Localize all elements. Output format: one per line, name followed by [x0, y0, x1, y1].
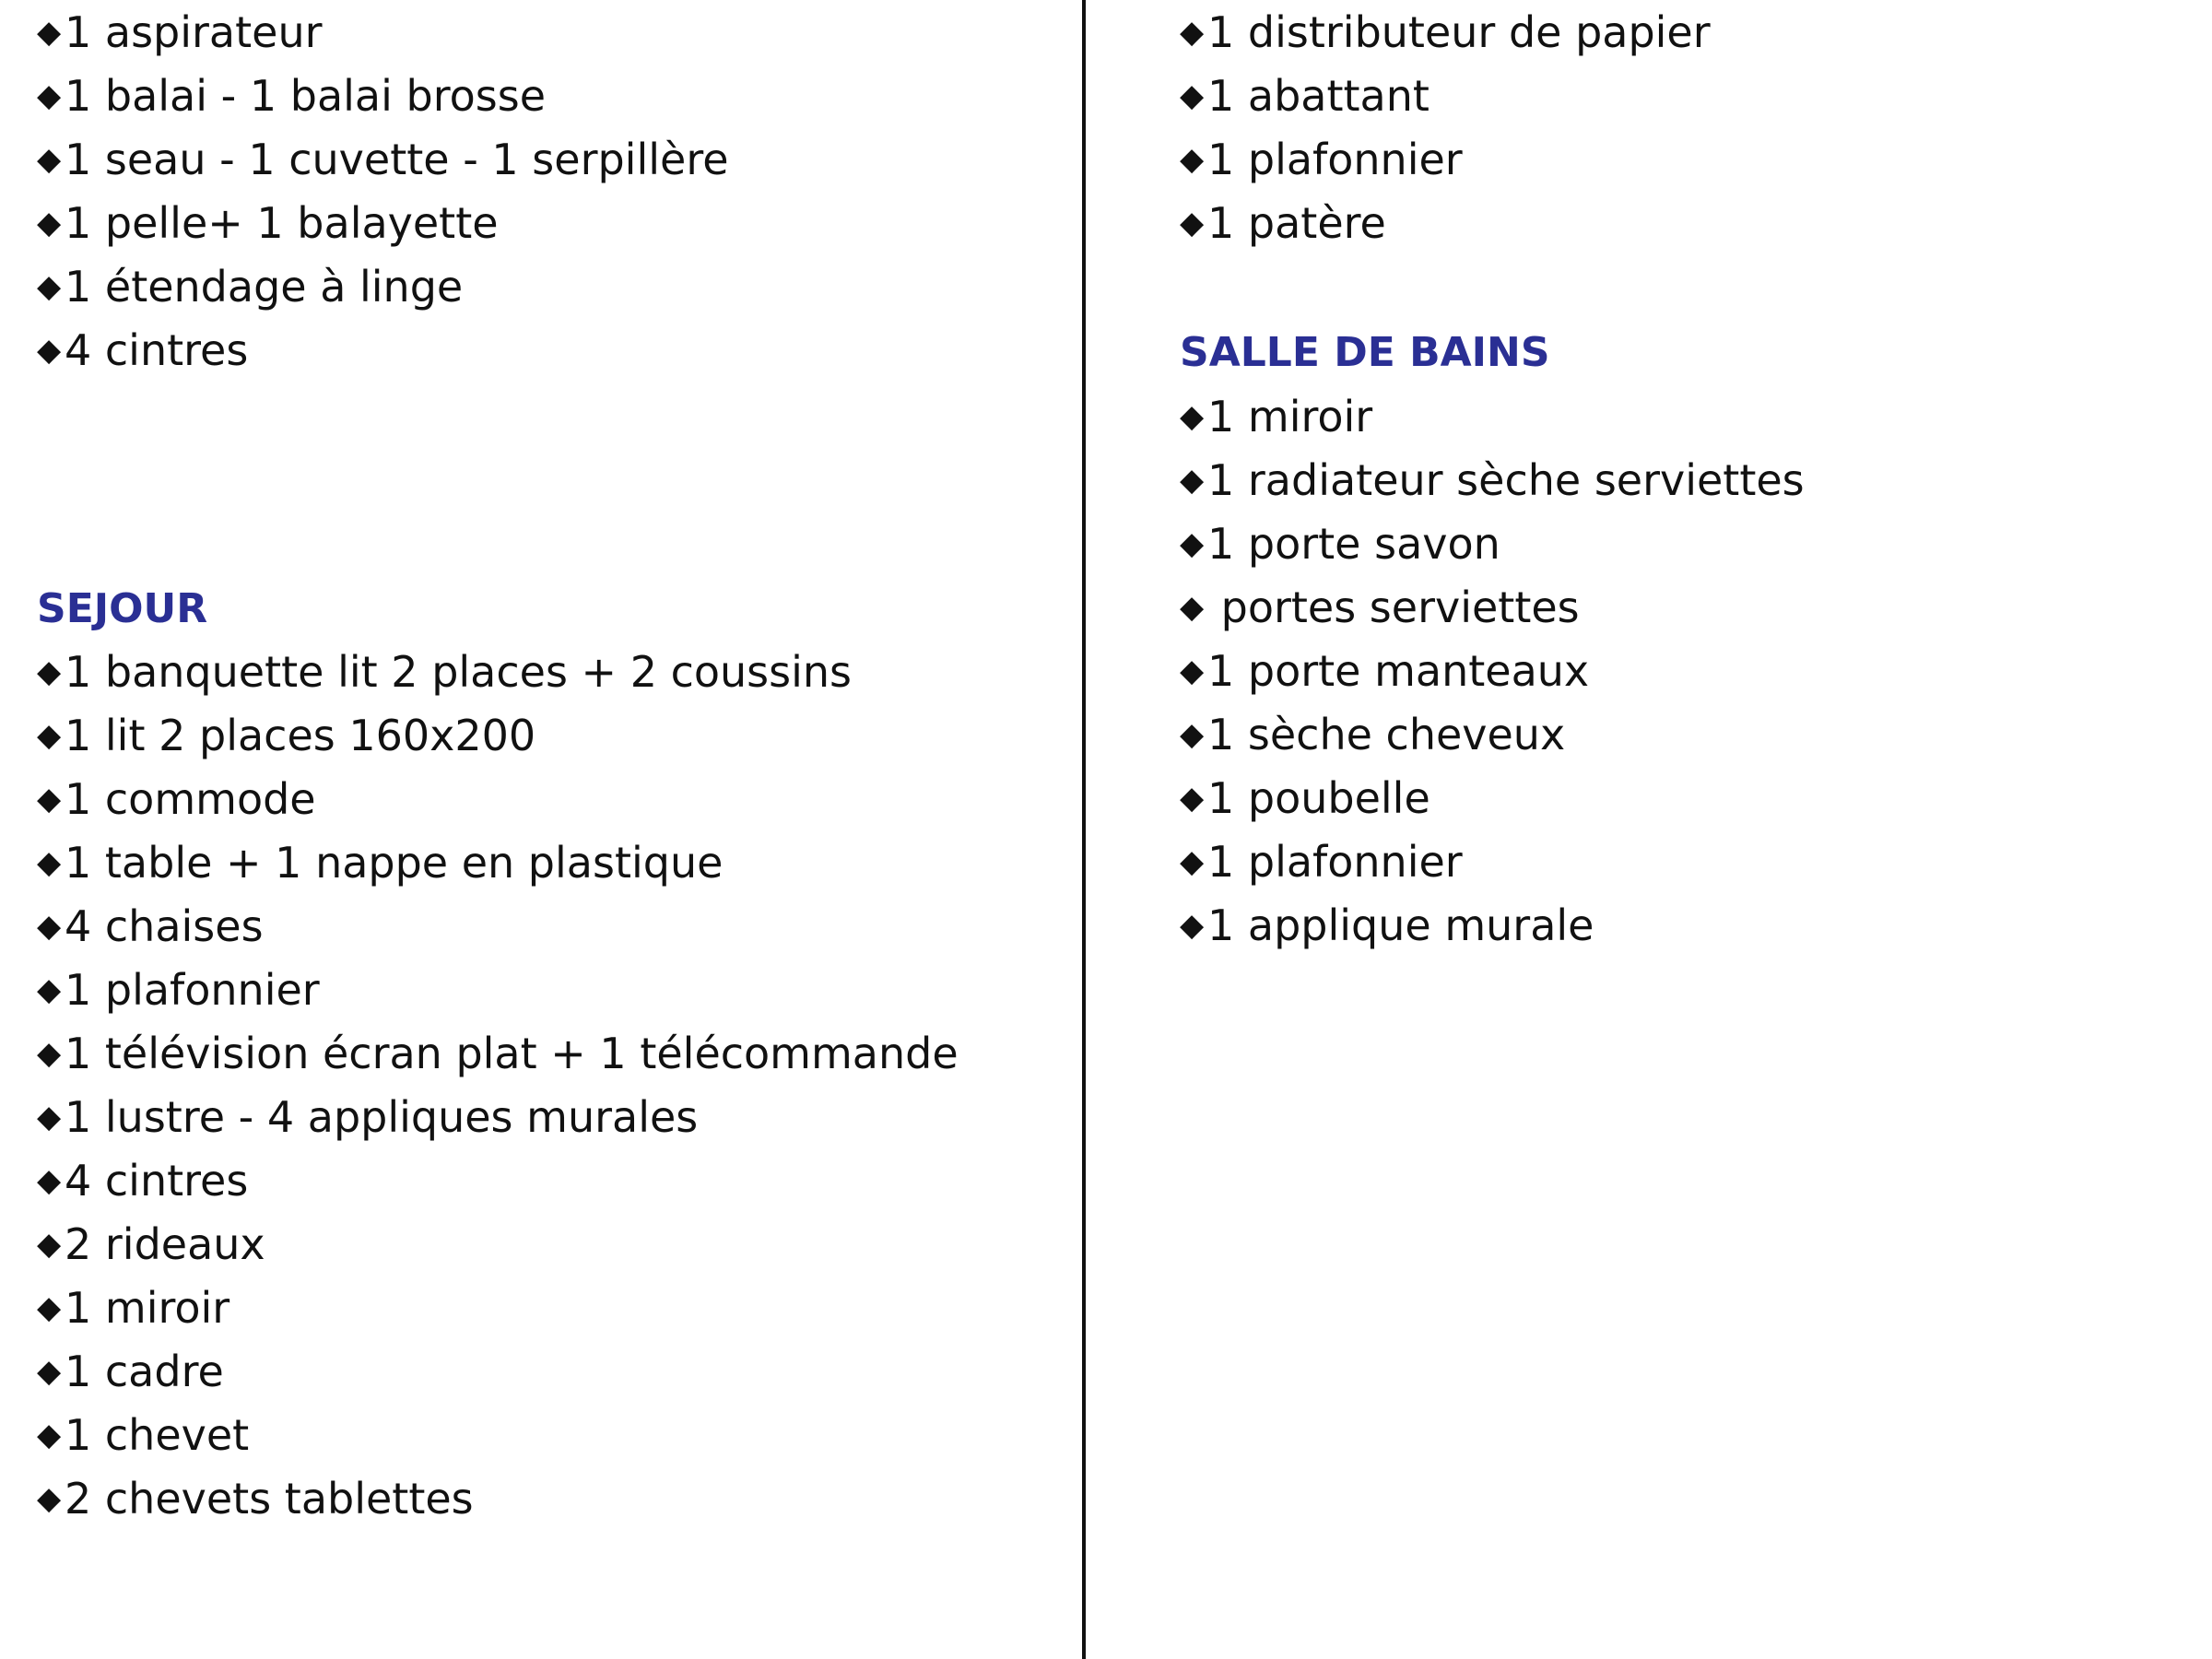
list-item: ◆1 commode	[37, 767, 316, 831]
diamond-bullet-icon: ◆	[1180, 14, 1205, 51]
diamond-bullet-icon: ◆	[1180, 907, 1205, 944]
diamond-bullet-icon: ◆	[37, 77, 62, 114]
list-item: ◆1 seau - 1 cuvette - 1 serpillère	[37, 127, 729, 192]
list-item: ◆1 applique murale	[1180, 893, 1594, 958]
diamond-bullet-icon: ◆	[37, 1417, 62, 1453]
list-item: ◆1 patère	[1180, 191, 1386, 255]
list-item: ◆1 cadre	[37, 1339, 224, 1404]
diamond-bullet-icon: ◆	[37, 908, 62, 945]
diamond-bullet-icon: ◆	[1180, 843, 1205, 880]
diamond-bullet-icon: ◆	[37, 1480, 62, 1517]
diamond-bullet-icon: ◆	[37, 1289, 62, 1326]
list-item: ◆1 chevet	[37, 1403, 249, 1467]
list-item: ◆1 radiateur sèche serviettes	[1180, 448, 1805, 512]
list-item: ◆1 porte manteaux	[1180, 639, 1589, 703]
diamond-bullet-icon: ◆	[1180, 77, 1205, 114]
diamond-bullet-icon: ◆	[37, 717, 62, 754]
diamond-bullet-icon: ◆	[1180, 780, 1205, 817]
diamond-bullet-icon: ◆	[1180, 141, 1205, 178]
diamond-bullet-icon: ◆	[37, 268, 62, 305]
diamond-bullet-icon: ◆	[37, 1035, 62, 1072]
diamond-bullet-icon: ◆	[37, 971, 62, 1008]
diamond-bullet-icon: ◆	[1180, 205, 1205, 241]
list-item: ◆1 sèche cheveux	[1180, 702, 1565, 767]
list-item: ◆1 télévision écran plat + 1 télécommande	[37, 1021, 959, 1086]
diamond-bullet-icon: ◆	[37, 332, 62, 369]
list-item: ◆1 étendage à linge	[37, 254, 463, 319]
diamond-bullet-icon: ◆	[37, 14, 62, 51]
list-item: ◆1 distributeur de papier	[1180, 0, 1711, 65]
list-item: ◆1 plafonnier	[37, 958, 320, 1022]
list-item: ◆2 rideaux	[37, 1212, 265, 1277]
section-heading-sejour: SEJOUR	[37, 585, 208, 632]
diamond-bullet-icon: ◆	[37, 653, 62, 690]
diamond-bullet-icon: ◆	[37, 141, 62, 178]
list-item: ◆1 table + 1 nappe en plastique	[37, 830, 723, 895]
section-heading-salle-de-bains: SALLE DE BAINS	[1180, 329, 1550, 376]
list-item: ◆1 balai - 1 balai brosse	[37, 64, 546, 128]
diamond-bullet-icon: ◆	[1180, 589, 1205, 626]
diamond-bullet-icon: ◆	[1180, 462, 1205, 499]
list-item: ◆1 banquette lit 2 places + 2 coussins	[37, 640, 852, 704]
diamond-bullet-icon: ◆	[37, 1226, 62, 1263]
diamond-bullet-icon: ◆	[1180, 398, 1205, 435]
list-item: ◆1 miroir	[1180, 384, 1372, 449]
list-item: ◆1 abattant	[1180, 64, 1430, 128]
list-item: ◆4 cintres	[37, 318, 248, 382]
list-item: ◆1 miroir	[37, 1276, 229, 1340]
list-item: ◆1 lustre - 4 appliques murales	[37, 1085, 698, 1149]
diamond-bullet-icon: ◆	[1180, 716, 1205, 753]
diamond-bullet-icon: ◆	[1180, 653, 1205, 689]
list-item: ◆1 poubelle	[1180, 766, 1430, 830]
list-item: ◆1 aspirateur	[37, 0, 323, 65]
diamond-bullet-icon: ◆	[37, 844, 62, 881]
list-item: ◆1 plafonnier	[1180, 830, 1463, 894]
diamond-bullet-icon: ◆	[37, 205, 62, 241]
list-item: ◆4 cintres	[37, 1148, 248, 1213]
list-item: ◆4 chaises	[37, 894, 264, 959]
list-item: ◆1 pelle+ 1 balayette	[37, 191, 499, 255]
diamond-bullet-icon: ◆	[37, 781, 62, 818]
list-item: ◆1 porte savon	[1180, 512, 1500, 576]
column-divider	[1082, 0, 1086, 1659]
diamond-bullet-icon: ◆	[37, 1162, 62, 1199]
list-item: ◆2 chevets tablettes	[37, 1466, 474, 1531]
diamond-bullet-icon: ◆	[37, 1099, 62, 1135]
list-item: ◆1 plafonnier	[1180, 127, 1463, 192]
diamond-bullet-icon: ◆	[37, 1353, 62, 1390]
diamond-bullet-icon: ◆	[1180, 525, 1205, 562]
list-item: ◆1 lit 2 places 160x200	[37, 703, 535, 768]
list-item: ◆ portes serviettes	[1180, 575, 1580, 640]
